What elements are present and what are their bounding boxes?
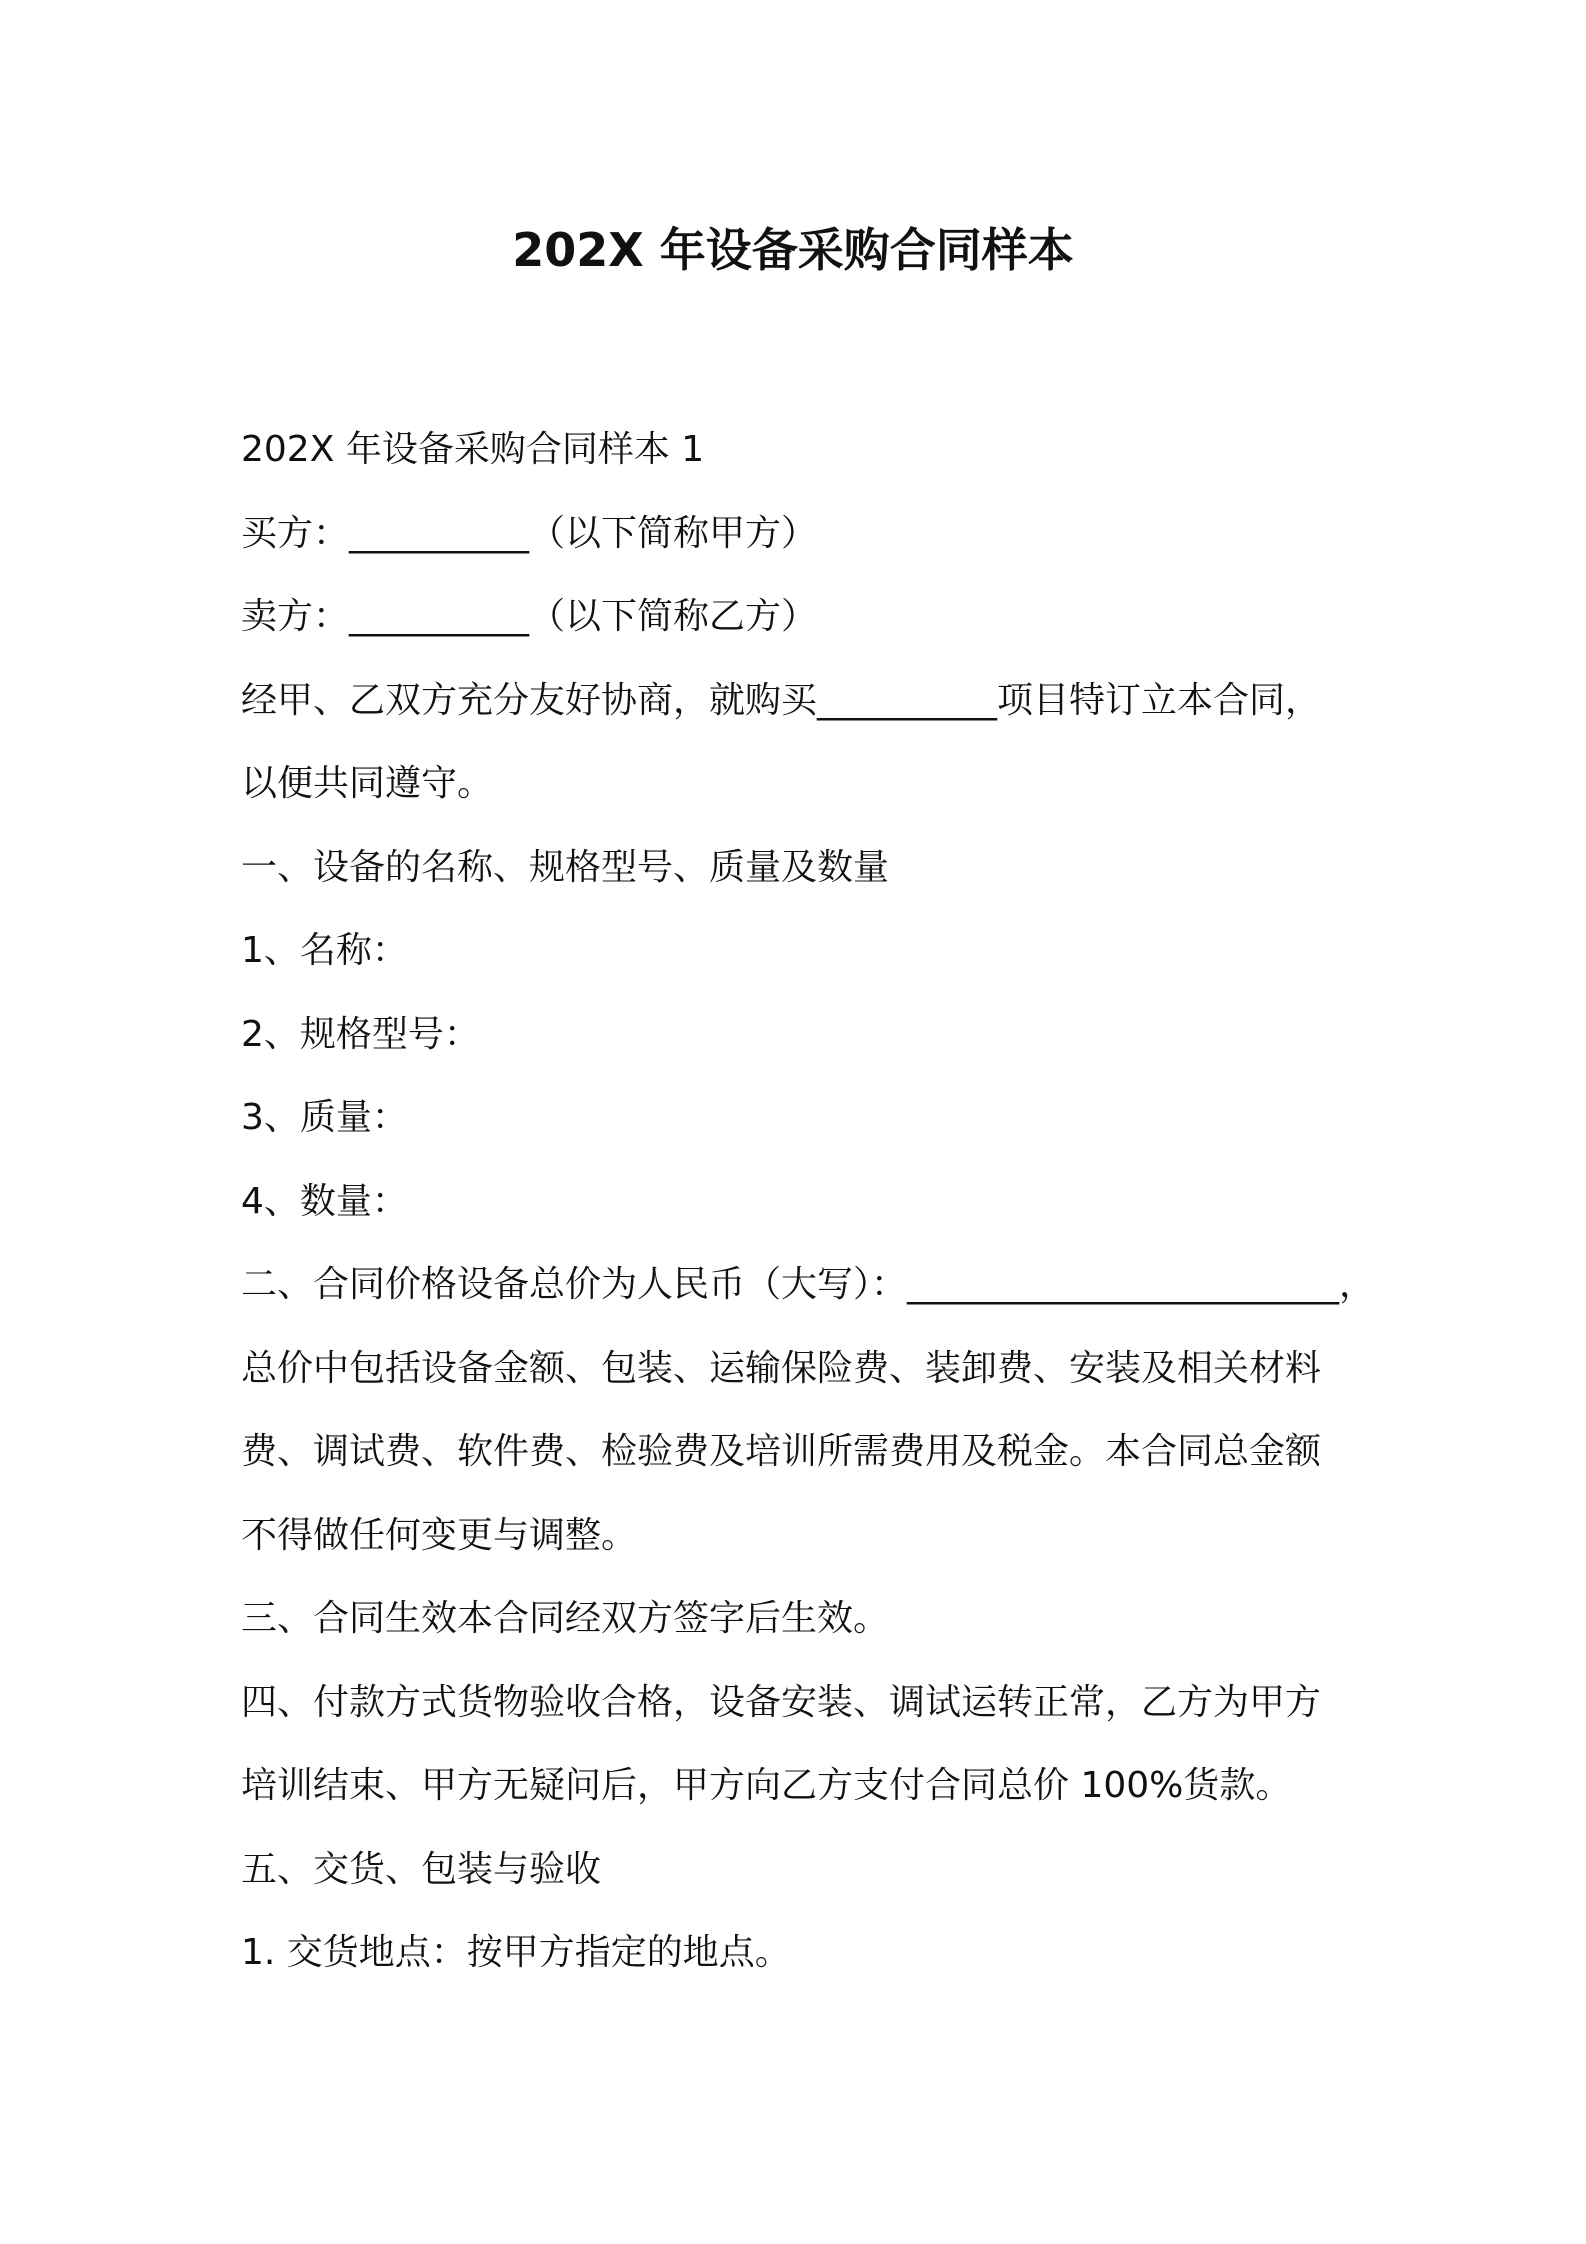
document-body — [241, 408, 1376, 1995]
document-title: 202X 年设备采购合同样本 — [512, 223, 1074, 277]
delivery-location: 1. 交货地点：按甲方指定的地点。 — [241, 1932, 791, 1973]
section-2-line-1: 二、合同价格设备总价为人民币（大写）：________________________， — [241, 1264, 1376, 1305]
item-name: 1、名称： — [241, 930, 408, 971]
preamble-line-1: 经甲、乙双方充分友好协商，就购买__________项目特订立本合同， — [241, 679, 1322, 721]
section-4-line-2: 培训结束、甲方无疑问后，甲方向乙方支付合同总价 100%货款。 — [241, 1765, 1292, 1806]
section-2-line-2: 总价中包括设备金额、包装、运输保险费、装卸费、安装及相关材料 — [241, 1347, 1322, 1389]
buyer-line: 买方：__________（以下简称甲方） — [241, 512, 818, 554]
section-subtitle: 202X 年设备采购合同样本 1 — [241, 429, 705, 470]
item-quantity: 4、数量： — [241, 1180, 408, 1222]
item-quality: 3、质量： — [241, 1097, 408, 1138]
section-3-line: 三、合同生效本合同经双方签字后生效。 — [241, 1598, 890, 1639]
seller-line: 卖方：__________（以下简称乙方） — [241, 596, 818, 637]
section-5-heading: 五、交货、包装与验收 — [241, 1848, 602, 1890]
preamble-line-2: 以便共同遵守。 — [241, 763, 494, 804]
section-2-line-4: 不得做任何变更与调整。 — [241, 1514, 638, 1556]
section-1-heading: 一、设备的名称、规格型号、质量及数量 — [241, 846, 890, 888]
section-2-line-3: 费、调试费、软件费、检验费及培训所需费用及税金。本合同总金额 — [241, 1431, 1322, 1472]
section-4-line-1: 四、付款方式货物验收合格，设备安装、调试运转正常，乙方为甲方 — [241, 1681, 1322, 1723]
item-model: 2、规格型号： — [241, 1013, 480, 1055]
